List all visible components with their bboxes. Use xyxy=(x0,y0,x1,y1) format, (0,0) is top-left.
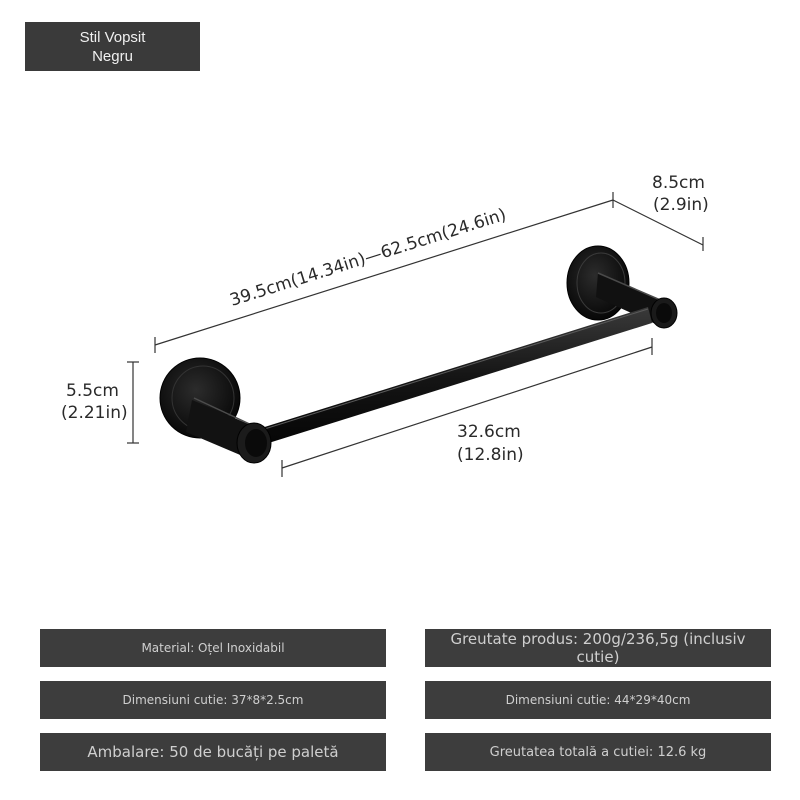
depth-label-cm: 8.5cm xyxy=(652,173,705,193)
height-label-in: (2.21in) xyxy=(61,403,128,423)
spec-product-weight: Greutate produs: 200g/236,5g (inclusiv cutie) xyxy=(425,629,771,667)
towel-bar-product xyxy=(160,246,677,463)
badge-line-1: Stil Vopsit xyxy=(79,28,146,46)
height-dimension-line xyxy=(127,362,139,443)
bar-label-cm: 32.6cm xyxy=(457,422,521,442)
spec-packaging: Ambalare: 50 de bucăți pe paletă xyxy=(40,733,386,771)
spec-total-weight: Greutatea totală a cutiei: 12.6 kg xyxy=(425,733,771,771)
spec-box-dimensions: Dimensiuni cutie: 37*8*2.5cm xyxy=(40,681,386,719)
height-label-cm: 5.5cm xyxy=(66,381,119,401)
badge-line-2: Negru xyxy=(92,47,133,65)
length-dimension-line xyxy=(155,192,613,353)
length-label: 39.5cm(14.34in)—62.5cm(24.6in) xyxy=(227,204,509,311)
spec-material: Material: Oțel Inoxidabil xyxy=(40,629,386,667)
bar-label-in: (12.8in) xyxy=(457,445,524,465)
spec-carton-dimensions: Dimensiuni cutie: 44*29*40cm xyxy=(425,681,771,719)
depth-label-in: (2.9in) xyxy=(653,195,709,215)
